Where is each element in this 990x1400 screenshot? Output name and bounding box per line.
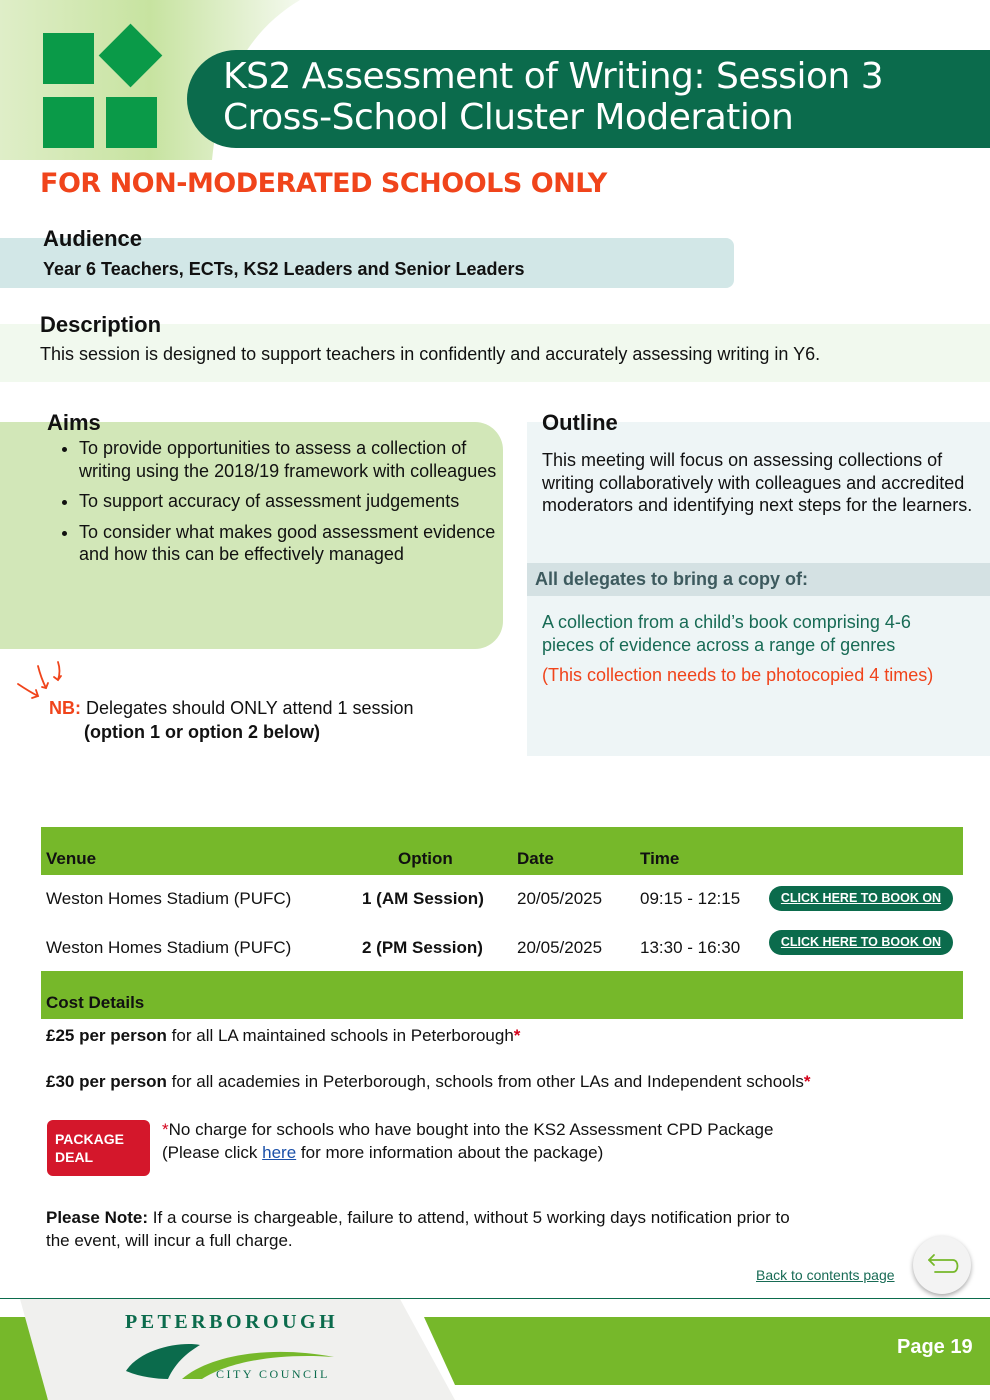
column-header-option: Option bbox=[398, 849, 453, 868]
logo-square-top-left bbox=[43, 33, 94, 84]
council-subtitle: CITY COUNCIL bbox=[216, 1367, 330, 1381]
package-note bbox=[162, 1118, 773, 1164]
page-number: Page 19 bbox=[897, 1336, 973, 1358]
non-moderated-notice: FOR NON-MODERATED SCHOOLS ONLY bbox=[40, 168, 607, 199]
photocopy-text: (This collection needs to be photocopied 4 times) bbox=[542, 665, 934, 685]
outline-text: This meeting will focus on assessing collections of writing collaboratively with colleagues and accredited moderators and identifying next steps for the learners. bbox=[542, 450, 973, 515]
package-deal-badge bbox=[47, 1120, 150, 1176]
cost-line-maintained bbox=[46, 1026, 520, 1046]
nb-label: NB: bbox=[49, 698, 81, 718]
package-badge-text: DEAL bbox=[55, 1149, 94, 1165]
package-badge-text: PACKAGE bbox=[55, 1131, 124, 1147]
nb-text: Delegates should ONLY attend 1 session bbox=[86, 698, 414, 718]
option-cell: 1 (AM Session) bbox=[362, 889, 484, 908]
date-cell: 20/05/2025 bbox=[517, 938, 603, 957]
cost-header bbox=[41, 971, 963, 1019]
delegates-heading: All delegates to bring a copy of: bbox=[535, 569, 809, 589]
nb-options: (option 1 or option 2 below) bbox=[84, 722, 320, 742]
aims-item: • To provide opportunities to assess a collection of writing using the 2018/19 framework with colleagues bbox=[79, 437, 509, 482]
logo-square-bottom-right bbox=[106, 97, 157, 148]
option-cell: 2 (PM Session) bbox=[362, 938, 483, 957]
page-title-line-1: KS2 Assessment of Writing: Session 3 bbox=[223, 56, 884, 97]
package-info-link[interactable]: here bbox=[262, 1143, 297, 1162]
venue-cell: Weston Homes Stadium (PUFC) bbox=[46, 889, 292, 908]
cost-line-academies bbox=[46, 1072, 811, 1092]
back-to-contents-button[interactable] bbox=[913, 1236, 971, 1294]
council-name: PETERBOROUGH bbox=[125, 1311, 339, 1333]
asterisk: * bbox=[803, 1072, 811, 1091]
audience-heading: Audience bbox=[43, 226, 143, 251]
venue-cell: Weston Homes Stadium (PUFC) bbox=[46, 938, 292, 957]
title-bar bbox=[187, 50, 990, 148]
column-header-date: Date bbox=[517, 849, 554, 868]
cost-description: for all LA maintained schools in Peterborough bbox=[166, 1026, 514, 1045]
logo-square-bottom-left bbox=[43, 97, 94, 148]
cost-amount: £30 per person bbox=[46, 1072, 167, 1091]
asterisk: * bbox=[162, 1120, 169, 1139]
time-cell: 13:30 - 16:30 bbox=[640, 938, 741, 957]
brand-logo bbox=[0, 0, 170, 150]
back-to-contents-link[interactable]: Back to contents page bbox=[756, 1267, 895, 1283]
column-header-venue: Venue bbox=[46, 849, 97, 868]
return-arrow-icon bbox=[913, 1236, 971, 1294]
audience-text: Year 6 Teachers, ECTs, KS2 Leaders and Senior Leaders bbox=[43, 259, 525, 279]
cost-description: for all academies in Peterborough, schools from other LAs and Independent schools bbox=[166, 1072, 804, 1091]
please-note-text: If a course is chargeable, failure to attend, without 5 working days notification prior to the event, will incur a full charge. bbox=[46, 1208, 790, 1250]
book-pm-session-button[interactable]: CLICK HERE TO BOOK ON bbox=[769, 930, 953, 955]
please-note-label: Please Note: bbox=[46, 1208, 149, 1227]
aims-item: • To consider what makes good assessment evidence and how this can be effectively managed bbox=[79, 521, 509, 566]
aims-heading: Aims bbox=[47, 410, 101, 435]
description-text: This session is designed to support teachers in confidently and accurately assessing writing in Y6. bbox=[40, 344, 821, 364]
aims-list bbox=[60, 437, 509, 574]
logo-diamond bbox=[99, 24, 163, 88]
please-note bbox=[46, 1206, 806, 1252]
cost-heading: Cost Details bbox=[46, 993, 145, 1012]
asterisk: * bbox=[513, 1026, 521, 1045]
description-heading: Description bbox=[40, 312, 162, 337]
cost-amount: £25 per person bbox=[46, 1026, 167, 1045]
package-note-text: No charge for schools who have bought into the KS2 Assessment CPD Package bbox=[168, 1120, 774, 1139]
book-am-session-button[interactable]: CLICK HERE TO BOOK ON bbox=[769, 886, 953, 911]
aims-item: • To support accuracy of assessment judgements bbox=[79, 490, 509, 513]
nb-note bbox=[49, 698, 414, 719]
package-click-text: (Please click bbox=[162, 1143, 263, 1162]
page-title-line-2: Cross-School Cluster Moderation bbox=[223, 97, 794, 138]
outline-heading: Outline bbox=[542, 410, 618, 435]
date-cell: 20/05/2025 bbox=[517, 889, 603, 908]
collection-text: A collection from a child’s book comprising 4-6 pieces of evidence across a range of genres bbox=[542, 612, 911, 655]
column-header-time: Time bbox=[640, 849, 680, 868]
package-click-text: for more information about the package) bbox=[296, 1143, 604, 1162]
sessions-table-header bbox=[41, 827, 963, 875]
time-cell: 09:15 - 12:15 bbox=[640, 889, 741, 908]
